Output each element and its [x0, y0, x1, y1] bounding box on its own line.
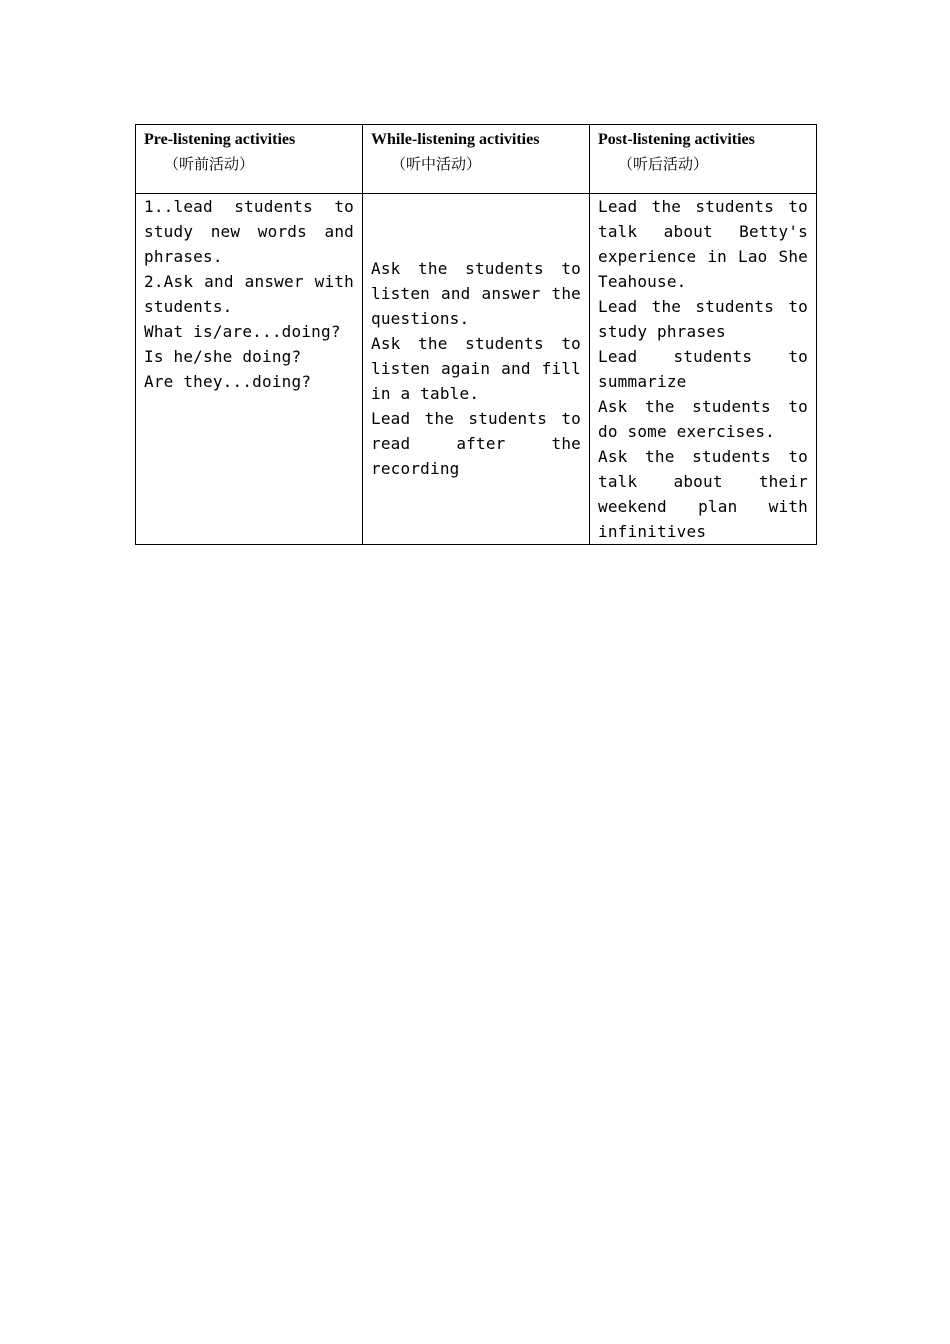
table-header-row — [136, 125, 817, 194]
pre-item: Is he/she doing? — [144, 347, 302, 366]
post-item: Lead the students to talk about Betty's experience in Lao She Teahouse. — [598, 197, 808, 291]
while-listening-text — [371, 194, 581, 481]
pre-listening-cell — [136, 194, 363, 545]
while-item: Ask the students to listen again and fill in a table. — [371, 334, 581, 403]
while-item: Ask the students to listen and answer the questions. — [371, 259, 581, 328]
header-cell-post — [590, 125, 817, 194]
post-item: Ask the students to do some exercises. — [598, 397, 808, 441]
table-body-row — [136, 194, 817, 545]
post-listening-text — [598, 194, 808, 544]
activities-table — [135, 124, 817, 545]
header-cell-while — [363, 125, 590, 194]
while-listening-cell — [363, 194, 590, 545]
header-subtitle-post: （听后活动） — [618, 155, 709, 173]
header-title-while: While-listening activities — [371, 131, 540, 148]
post-listening-cell — [590, 194, 817, 545]
while-item: Lead the students to read after the recording — [371, 409, 581, 478]
header-title-pre: Pre-listening activities — [144, 131, 296, 148]
header-title-post: Post-listening activities — [598, 131, 755, 148]
header-cell-pre — [136, 125, 363, 194]
pre-item: What is/are...doing? — [144, 322, 341, 341]
pre-item: 1..lead students to study new words and phrases. — [144, 197, 354, 266]
post-item: Ask the students to talk about their weekend plan with infinitives — [598, 447, 808, 541]
post-item: Lead the students to study phrases — [598, 297, 808, 341]
pre-listening-text — [144, 194, 354, 394]
post-item: Lead students to summarize — [598, 347, 808, 391]
pre-item: Are they...doing? — [144, 372, 312, 391]
header-subtitle-while: （听中活动） — [391, 155, 482, 173]
header-subtitle-pre: （听前活动） — [164, 155, 255, 173]
pre-item: 2.Ask and answer with students. — [144, 272, 354, 316]
